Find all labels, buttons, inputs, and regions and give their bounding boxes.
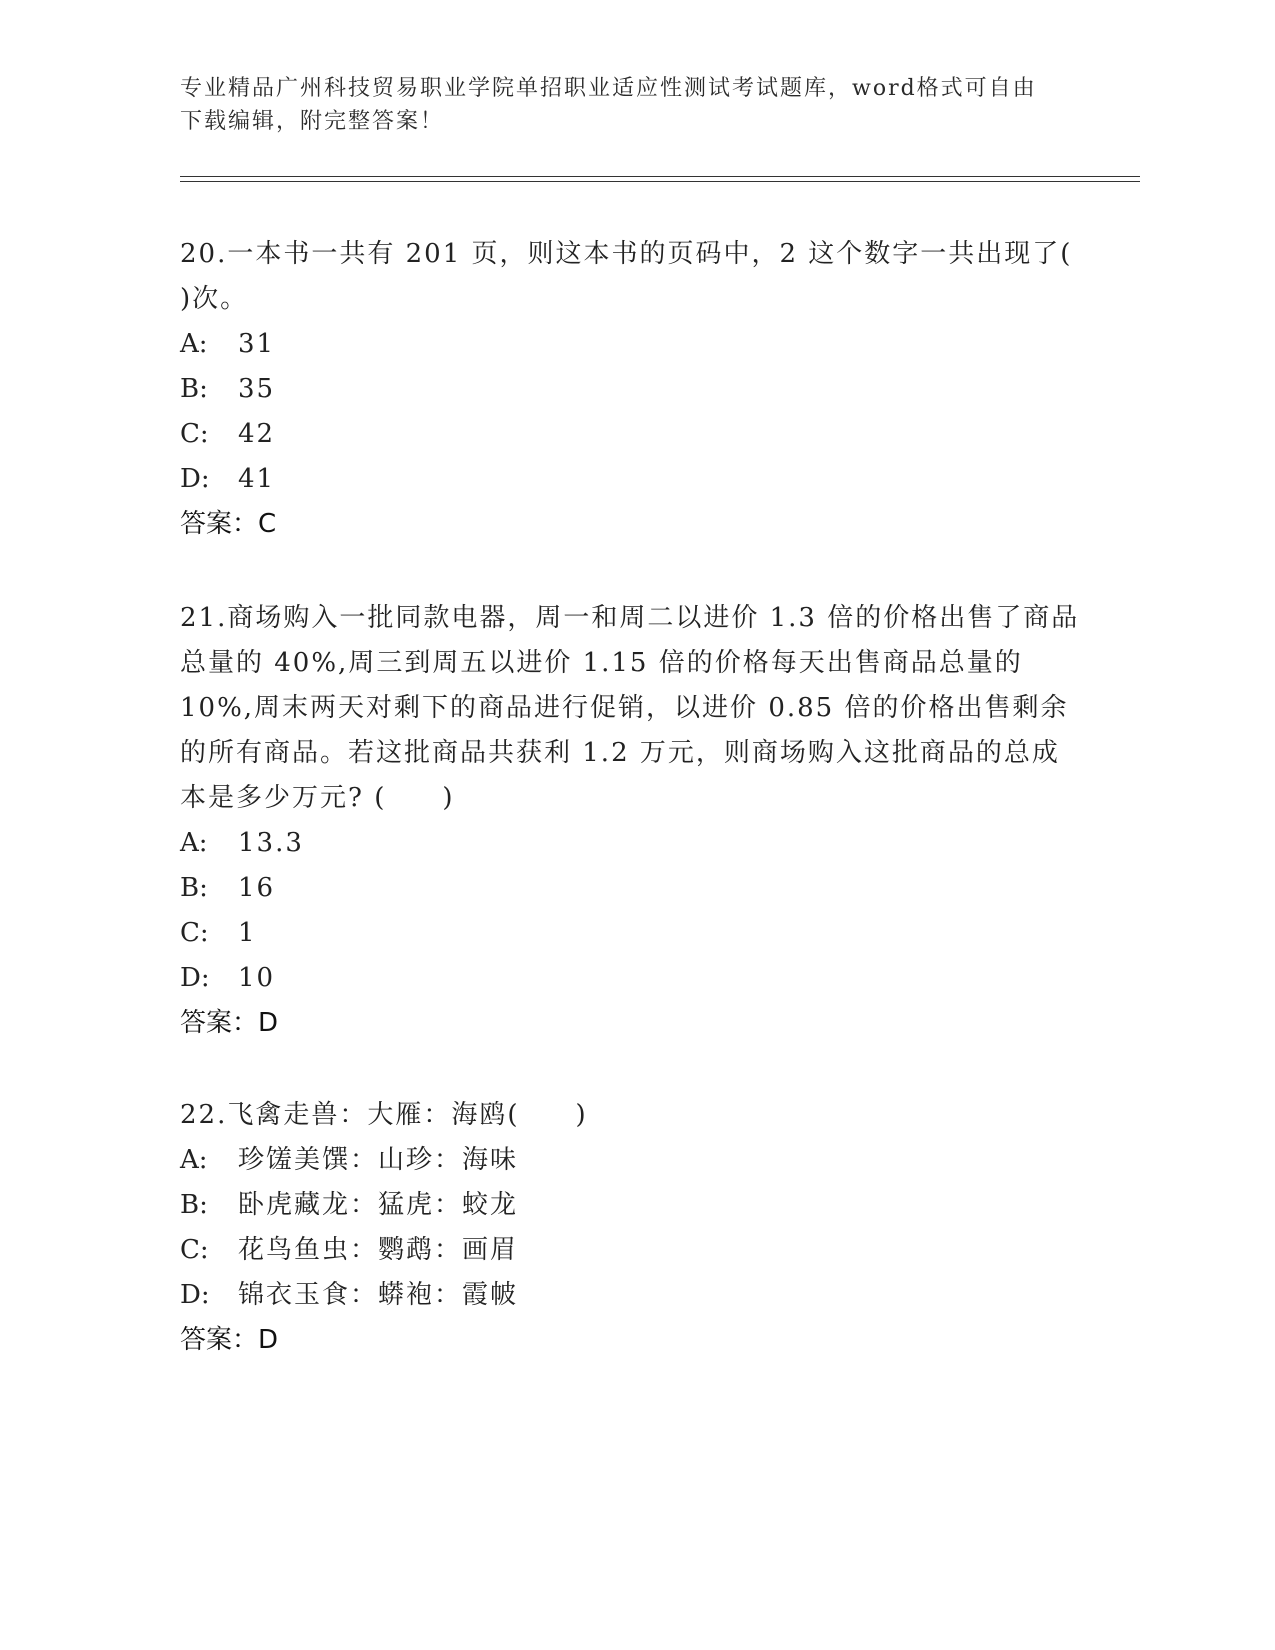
question-stem: 22.飞禽走兽：大雁：海鸥( ) [180, 1100, 588, 1130]
option-a [180, 821, 1080, 866]
option-key: D: [180, 464, 210, 494]
option-text: 41 [238, 464, 276, 494]
header-divider-bottom [180, 181, 1140, 182]
option-key: A: [180, 329, 208, 359]
option-text: 31 [238, 329, 276, 359]
document-header: 专业精品广州科技贸易职业学院单招职业适应性测试考试题库，word格式可自由下载编辑，附完整答案！ [180, 76, 1037, 134]
question-22 [180, 1093, 1080, 1363]
question-stem: 21.商场购入一批同款电器，周一和周二以进价 1.3 倍的价格出售了商品总量的 40%,周三到周五以进价 1.15 倍的价格每天出售商品总量的10%,周末两天对剩下的商品进行促销，以进价 0.85 倍的价格出售剩余的所有商品。若这批商品共获利 1.2 万元，则商场购入这批商品的总成本是多少万元? ( ) [180, 603, 1080, 813]
option-key: C: [180, 918, 209, 948]
question-21 [180, 596, 1080, 1046]
option-a [180, 1138, 1080, 1183]
option-key: A: [180, 1145, 208, 1175]
question-20 [180, 232, 1080, 547]
option-key: D: [180, 963, 210, 993]
option-d [180, 457, 1080, 502]
option-c [180, 412, 1080, 457]
question-stem: 20.一本书一共有 201 页，则这本书的页码中，2 这个数字一共出现了( )次。 [180, 239, 1073, 314]
option-text: 1 [238, 918, 257, 948]
option-d [180, 1273, 1080, 1318]
option-text: 13.3 [238, 828, 304, 858]
header-divider-top [180, 176, 1140, 177]
option-text: 35 [238, 374, 276, 404]
answer-line: 答案：D [180, 1325, 279, 1355]
option-text: 16 [238, 873, 276, 903]
option-key: B: [180, 873, 208, 903]
option-c [180, 911, 1080, 956]
option-b [180, 866, 1080, 911]
answer-line: 答案：C [180, 509, 277, 539]
option-text: 花鸟鱼虫：鹦鹉：画眉 [238, 1235, 519, 1265]
option-text: 锦衣玉食：蟒袍：霞帔 [238, 1280, 519, 1310]
answer-line: 答案：D [180, 1008, 279, 1038]
option-key: B: [180, 1190, 208, 1220]
option-key: C: [180, 419, 209, 449]
option-key: A: [180, 828, 208, 858]
option-key: C: [180, 1235, 209, 1265]
option-c [180, 1228, 1080, 1273]
option-key: B: [180, 374, 208, 404]
option-text: 10 [238, 963, 276, 993]
option-b [180, 1183, 1080, 1228]
option-a [180, 322, 1080, 367]
option-key: D: [180, 1280, 210, 1310]
option-d [180, 956, 1080, 1001]
option-text: 珍馐美馔：山珍：海味 [238, 1145, 519, 1175]
option-b [180, 367, 1080, 412]
option-text: 卧虎藏龙：猛虎：蛟龙 [238, 1190, 519, 1220]
option-text: 42 [238, 419, 276, 449]
